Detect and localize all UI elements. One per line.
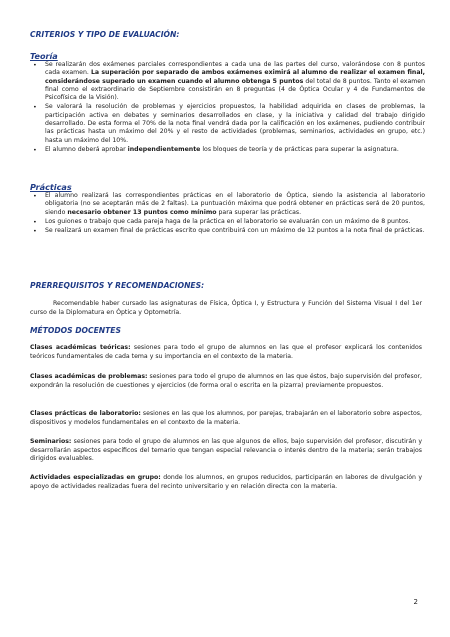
bullet-icon: • bbox=[33, 227, 37, 236]
list-item: • Se realizarán dos exámenes parciales correspondientes a cada una de las partes del curso, valorándose con 8 puntos cada examen. La superación por separado de ambos exámenes eximirá al alumno de realizar el examen final, considerándose superado un examen cuando el alumno obtenga 5 puntos del total de 8 puntos. Tanto el examen final como el extraordinario de Septiembre consistirán en 8 preguntas (4 de Óptica Ocular y 4 de Fundamentos de Psicofísica de la Visión). bbox=[33, 61, 425, 102]
prerrequisitos-heading: PRERREQUISITOS Y RECOMENDACIONES: bbox=[30, 281, 205, 290]
list-item: • Los guiones o trabajo que cada pareja haga de la práctica en el laboratorio se evaluarán con un máximo de 8 puntos. bbox=[33, 217, 411, 226]
list-item: • Se valorará la resolución de problemas y ejercicios propuestos, la habilidad adquirida en clases de problemas, la participación activa en debates y seminarios desarrollados en clase, y la iniciativa y calidad del trabajo dirigido desarrollado. De esta forma el 70% de la nota final vendrá dada por la calificación en los exámenes, pudiendo contribuir las prácticas hasta un máximo del 20% y el resto de actividades (problemas, seminarios, actividades en grupo, etc.) hasta un máximo del 10%. bbox=[33, 103, 425, 144]
list-item: • El alumno realizará las correspondientes prácticas en el laboratorio de Óptica, siendo la asistencia al laboratorio obligatoria (no se aceptarán más de 2 faltas). La puntuación máxima que podrá obtener en prácticas será de 20 puntos, siendo necesario obtener 13 puntos como mínimo para superar las prácticas. bbox=[33, 192, 425, 216]
bullet-icon: • bbox=[33, 145, 37, 154]
metodo-item: Actividades especializadas en grupo: donde los alumnos, en grupos reducidos, participarán en labores de divulgación y apoyo de actividades realizadas fuera del recinto universitario y en relación directa con la materia. bbox=[30, 474, 423, 490]
criterios-heading: CRITERIOS Y TIPO DE EVALUACIÓN: bbox=[30, 30, 180, 39]
teoria-heading: Teoría bbox=[30, 51, 58, 61]
bullet-icon: • bbox=[33, 103, 37, 112]
bullet-icon: • bbox=[33, 217, 37, 226]
list-item: • El alumno deberá aprobar independientemente los bloques de teoría y de prácticas para superar la asignatura. bbox=[33, 145, 399, 154]
metodos-heading: MÉTODOS DOCENTES bbox=[30, 326, 121, 335]
teoria-list bbox=[33, 61, 425, 155]
page-number: 2 bbox=[413, 598, 418, 606]
list-item: • Se realizará un examen final de prácticas escrito que contribuirá con un máximo de 12 puntos a la nota final de prácticas. bbox=[33, 227, 425, 236]
metodo-item: Clases académicas teóricas: sesiones para todo el grupo de alumnos en las que el profesor explicará los contenidos teóricos fundamentales de cada tema y su importancia en el contexto de la materia. bbox=[30, 344, 422, 360]
practicas-heading: Prácticas bbox=[30, 182, 72, 192]
prerrequisitos-text: Recomendable haber cursado las asignaturas de Física, Óptica I, y Estructura y Función del Sistema Visual I del 1er curso de la Diplomatura en Óptica y Optometría. bbox=[30, 300, 422, 316]
metodo-item: Clases prácticas de laboratorio: sesiones en las que los alumnos, por parejas, trabajarán en el laboratorio sobre aspectos, dispositivos y modelos fundamentales en el contexto de la materia. bbox=[30, 410, 422, 426]
metodo-item: Clases académicas de problemas: sesiones para todo el grupo de alumnos en las que éstos, bajo supervisión del profesor, expondrán la resolución de cuestiones y ejercicios (de forma oral o escrita en la pizarra) previamente propuestos. bbox=[30, 373, 422, 389]
metodo-item: Seminarios: sesiones para todo el grupo de alumnos en las que algunos de ellos, bajo supervisión del profesor, discutirán y desarrollarán aspectos específicos del temario que tengan especial relevancia o interés dentro de la materia; serán trabajos dirigidos evaluables. bbox=[30, 438, 422, 463]
bullet-icon: • bbox=[33, 61, 37, 69]
practicas-list bbox=[33, 192, 425, 236]
bullet-icon: • bbox=[33, 192, 37, 200]
